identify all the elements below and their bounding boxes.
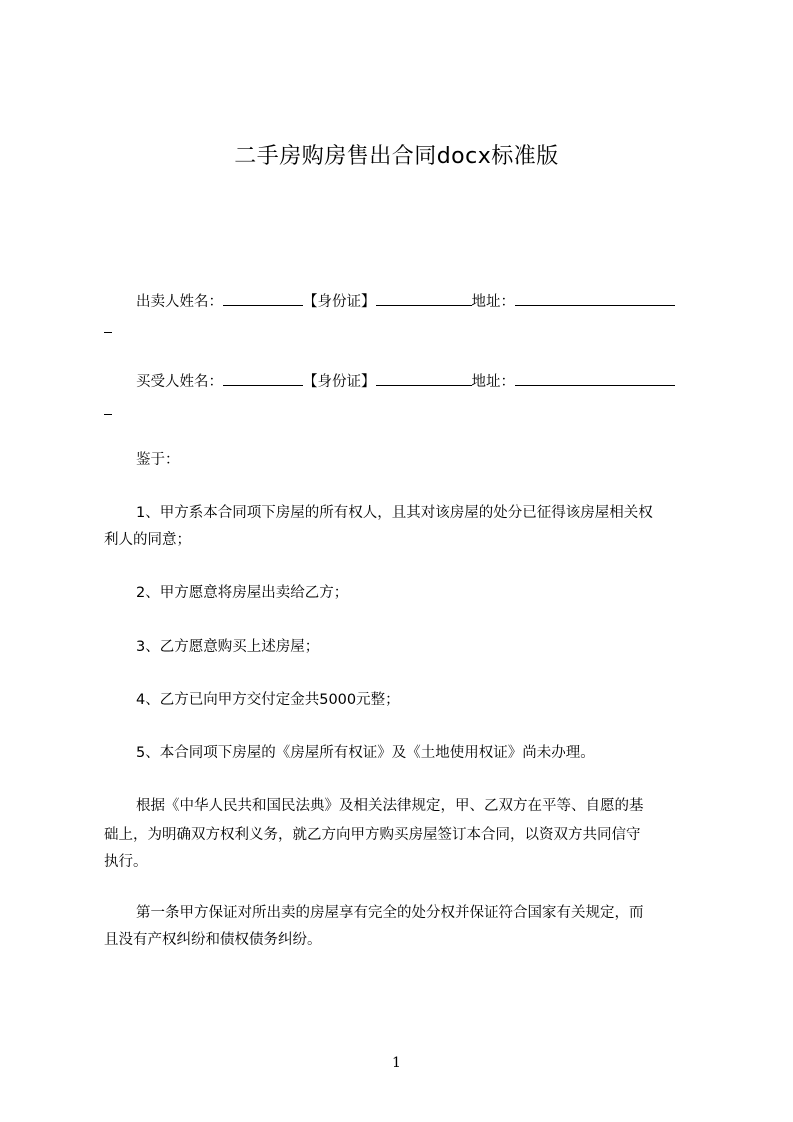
document-title: 二手房购房售出合同docx标准版 xyxy=(234,144,559,169)
buyer-address-label: 地址： xyxy=(471,374,515,390)
buyer-name-label: 买受人姓名： xyxy=(136,374,223,390)
buyer-name-blank[interactable] xyxy=(223,370,303,386)
buyer-address-blank-continuation xyxy=(104,413,112,415)
article-1-line-2: 且没有产权纠纷和债权债务纠纷。 xyxy=(104,932,322,948)
buyer-address-blank[interactable] xyxy=(515,370,675,386)
seller-info-row xyxy=(136,290,675,312)
buyer-id-blank[interactable] xyxy=(376,370,472,386)
buyer-info-row xyxy=(136,370,675,392)
seller-address-blank-continuation xyxy=(104,331,112,333)
seller-id-label: 【身份证】 xyxy=(303,294,376,310)
seller-name-label: 出卖人姓名： xyxy=(136,294,223,310)
whereas-heading: 鉴于： xyxy=(136,452,180,468)
basis-line-1: 根据《中华人民共和国民法典》及相关法律规定，甲、乙双方在平等、自愿的基 xyxy=(136,798,644,814)
seller-name-blank[interactable] xyxy=(223,290,303,306)
clause-4: 4、乙方已向甲方交付定金共5000元整； xyxy=(136,692,400,708)
clause-5: 5、本合同项下房屋的《房屋所有权证》及《土地使用权证》尚未办理。 xyxy=(136,745,595,761)
clause-1-line-1: 1、甲方系本合同项下房屋的所有权人，且其对该房屋的处分已征得该房屋相关权 xyxy=(136,505,653,521)
seller-address-label: 地址： xyxy=(471,294,515,310)
clause-1-line-2: 利人的同意； xyxy=(104,532,191,548)
page-number: 1 xyxy=(392,1055,401,1071)
clause-3: 3、乙方愿意购买上述房屋； xyxy=(136,639,320,655)
clause-2: 2、甲方愿意将房屋出卖给乙方； xyxy=(136,585,349,601)
article-1-line-1: 第一条甲方保证对所出卖的房屋享有完全的处分权并保证符合国家有关规定，而 xyxy=(136,905,644,921)
basis-line-2: 础上，为明确双方权利义务，就乙方向甲方购买房屋签订本合同，以资双方共同信守 xyxy=(104,827,641,843)
seller-id-blank[interactable] xyxy=(376,290,472,306)
seller-address-blank[interactable] xyxy=(515,290,675,306)
buyer-id-label: 【身份证】 xyxy=(303,374,376,390)
basis-line-3: 执行。 xyxy=(104,854,148,870)
